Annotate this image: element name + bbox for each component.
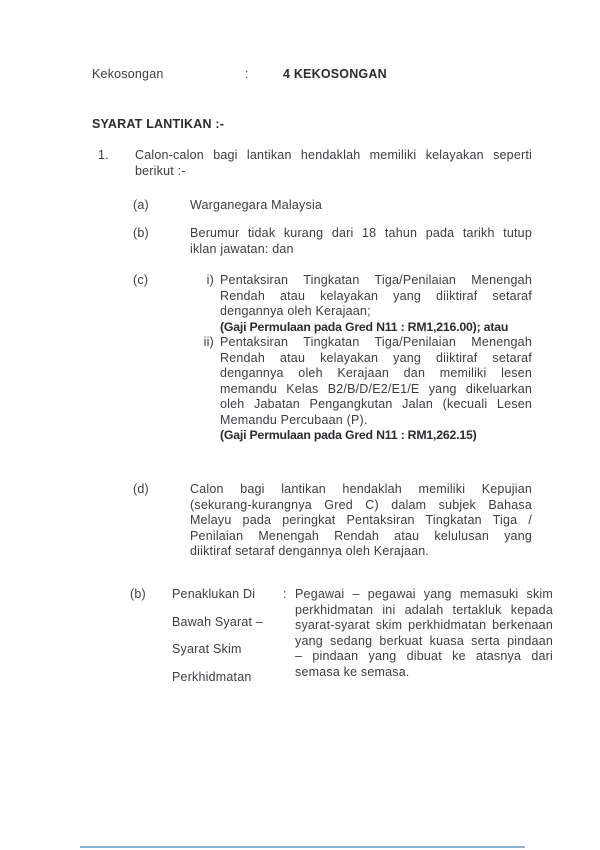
- subjection-marker: (b): [130, 587, 146, 601]
- section-title: SYARAT LANTIKAN :-: [92, 117, 225, 131]
- sub-c-i-marker: i): [206, 273, 214, 287]
- text-line: Berumur tidak kurang dari 18 tahun pada tarikh tutup: [190, 226, 532, 240]
- sub-b-paragraph: [190, 226, 532, 257]
- text-line: iklan jawatan: dan: [190, 241, 294, 256]
- subjection-paragraph: [295, 587, 553, 680]
- text-line: memandu Kelas B2/B/D/E2/E1/E yang dikeluarkan: [220, 381, 532, 396]
- text-line: dengannya oleh Kerajaan dan memiliki lesen: [220, 366, 532, 380]
- text-line: yang sedang berkuat kuasa serta pindaan: [295, 633, 553, 648]
- text-line: Rendah atau kelayakan yang diiktiraf setaraf: [220, 350, 532, 365]
- text-line: Penilaian Menengah Rendah atau kelulusan yang: [190, 528, 532, 543]
- text-line: oleh Jabatan Pengangkutan Jalan (kecuali Lesen: [220, 397, 532, 411]
- sub-c-ii-block: [220, 335, 532, 444]
- sub-c-i-paragraph: [220, 273, 532, 320]
- text-line: perkhidmatan ini adalah tertakluk kepada: [295, 602, 553, 617]
- text-line: berikut :-: [135, 163, 186, 178]
- subjection-label: [172, 581, 290, 691]
- vacancy-colon: :: [245, 67, 249, 81]
- item1-paragraph: [135, 148, 532, 179]
- text-line: Perkhidmatan: [172, 669, 252, 684]
- subjection-colon: :: [283, 587, 287, 601]
- text-line: Bawah Syarat –: [172, 614, 264, 629]
- list-number: 1.: [98, 148, 109, 162]
- text-line: Calon bagi lantikan hendaklah memiliki Kepujian: [190, 482, 532, 496]
- sub-c-ii-salary-note: (Gaji Permulaan pada Gred N11 : RM1,262.15): [220, 428, 477, 442]
- text-line: Melayu pada peringkat Pentaksiran Tingkatan Tiga /: [190, 513, 532, 527]
- sub-c-i-block: [220, 273, 532, 335]
- sub-a-marker: (a): [133, 198, 149, 212]
- text-line: Syarat Skim: [172, 642, 242, 656]
- sub-b-marker: (b): [133, 226, 149, 240]
- sub-c-i-salary-note: (Gaji Permulaan pada Gred N11 : RM1,216.00); atau: [220, 319, 509, 334]
- sub-c-ii-paragraph: [220, 335, 532, 428]
- text-line: Pegawai – pegawai yang memasuki skim: [295, 587, 553, 601]
- sub-c-marker: (c): [133, 273, 149, 287]
- sub-c-ii-marker: ii): [203, 335, 214, 349]
- text-line: Penaklukan Di: [172, 587, 256, 601]
- text-line: (sekurang-kurangnya Gred C) dalam subjek Bahasa: [190, 497, 532, 512]
- text-line: Rendah atau kelayakan yang diiktiraf setaraf: [220, 288, 532, 303]
- text-line: dengannya oleh Kerajaan;: [220, 304, 371, 318]
- text-line: semasa ke semasa.: [295, 664, 410, 679]
- vacancy-value: 4 KEKOSONGAN: [283, 67, 387, 81]
- sub-a-paragraph: [190, 198, 532, 214]
- text-line: – pindaan yang dibuat ke atasnya dari: [295, 649, 553, 663]
- footer-divider: [80, 846, 525, 848]
- text-line: syarat-syarat skim perkhidmatan berkenaan: [295, 618, 553, 632]
- vacancy-label: Kekosongan: [92, 67, 164, 81]
- text-line: Memandu Percubaan (P).: [220, 412, 368, 427]
- text-line: Pentaksiran Tingkatan Tiga/Penilaian Menengah: [220, 335, 532, 349]
- text-line: Calon-calon bagi lantikan hendaklah memiliki kelayakan seperti: [135, 148, 532, 162]
- text-line: Warganegara Malaysia: [190, 198, 323, 212]
- text-line: diiktiraf setaraf dengannya oleh Kerajaan.: [190, 544, 430, 558]
- text-line: Pentaksiran Tingkatan Tiga/Penilaian Menengah: [220, 273, 532, 287]
- sub-d-marker: (d): [133, 482, 149, 496]
- sub-d-paragraph: [190, 482, 532, 560]
